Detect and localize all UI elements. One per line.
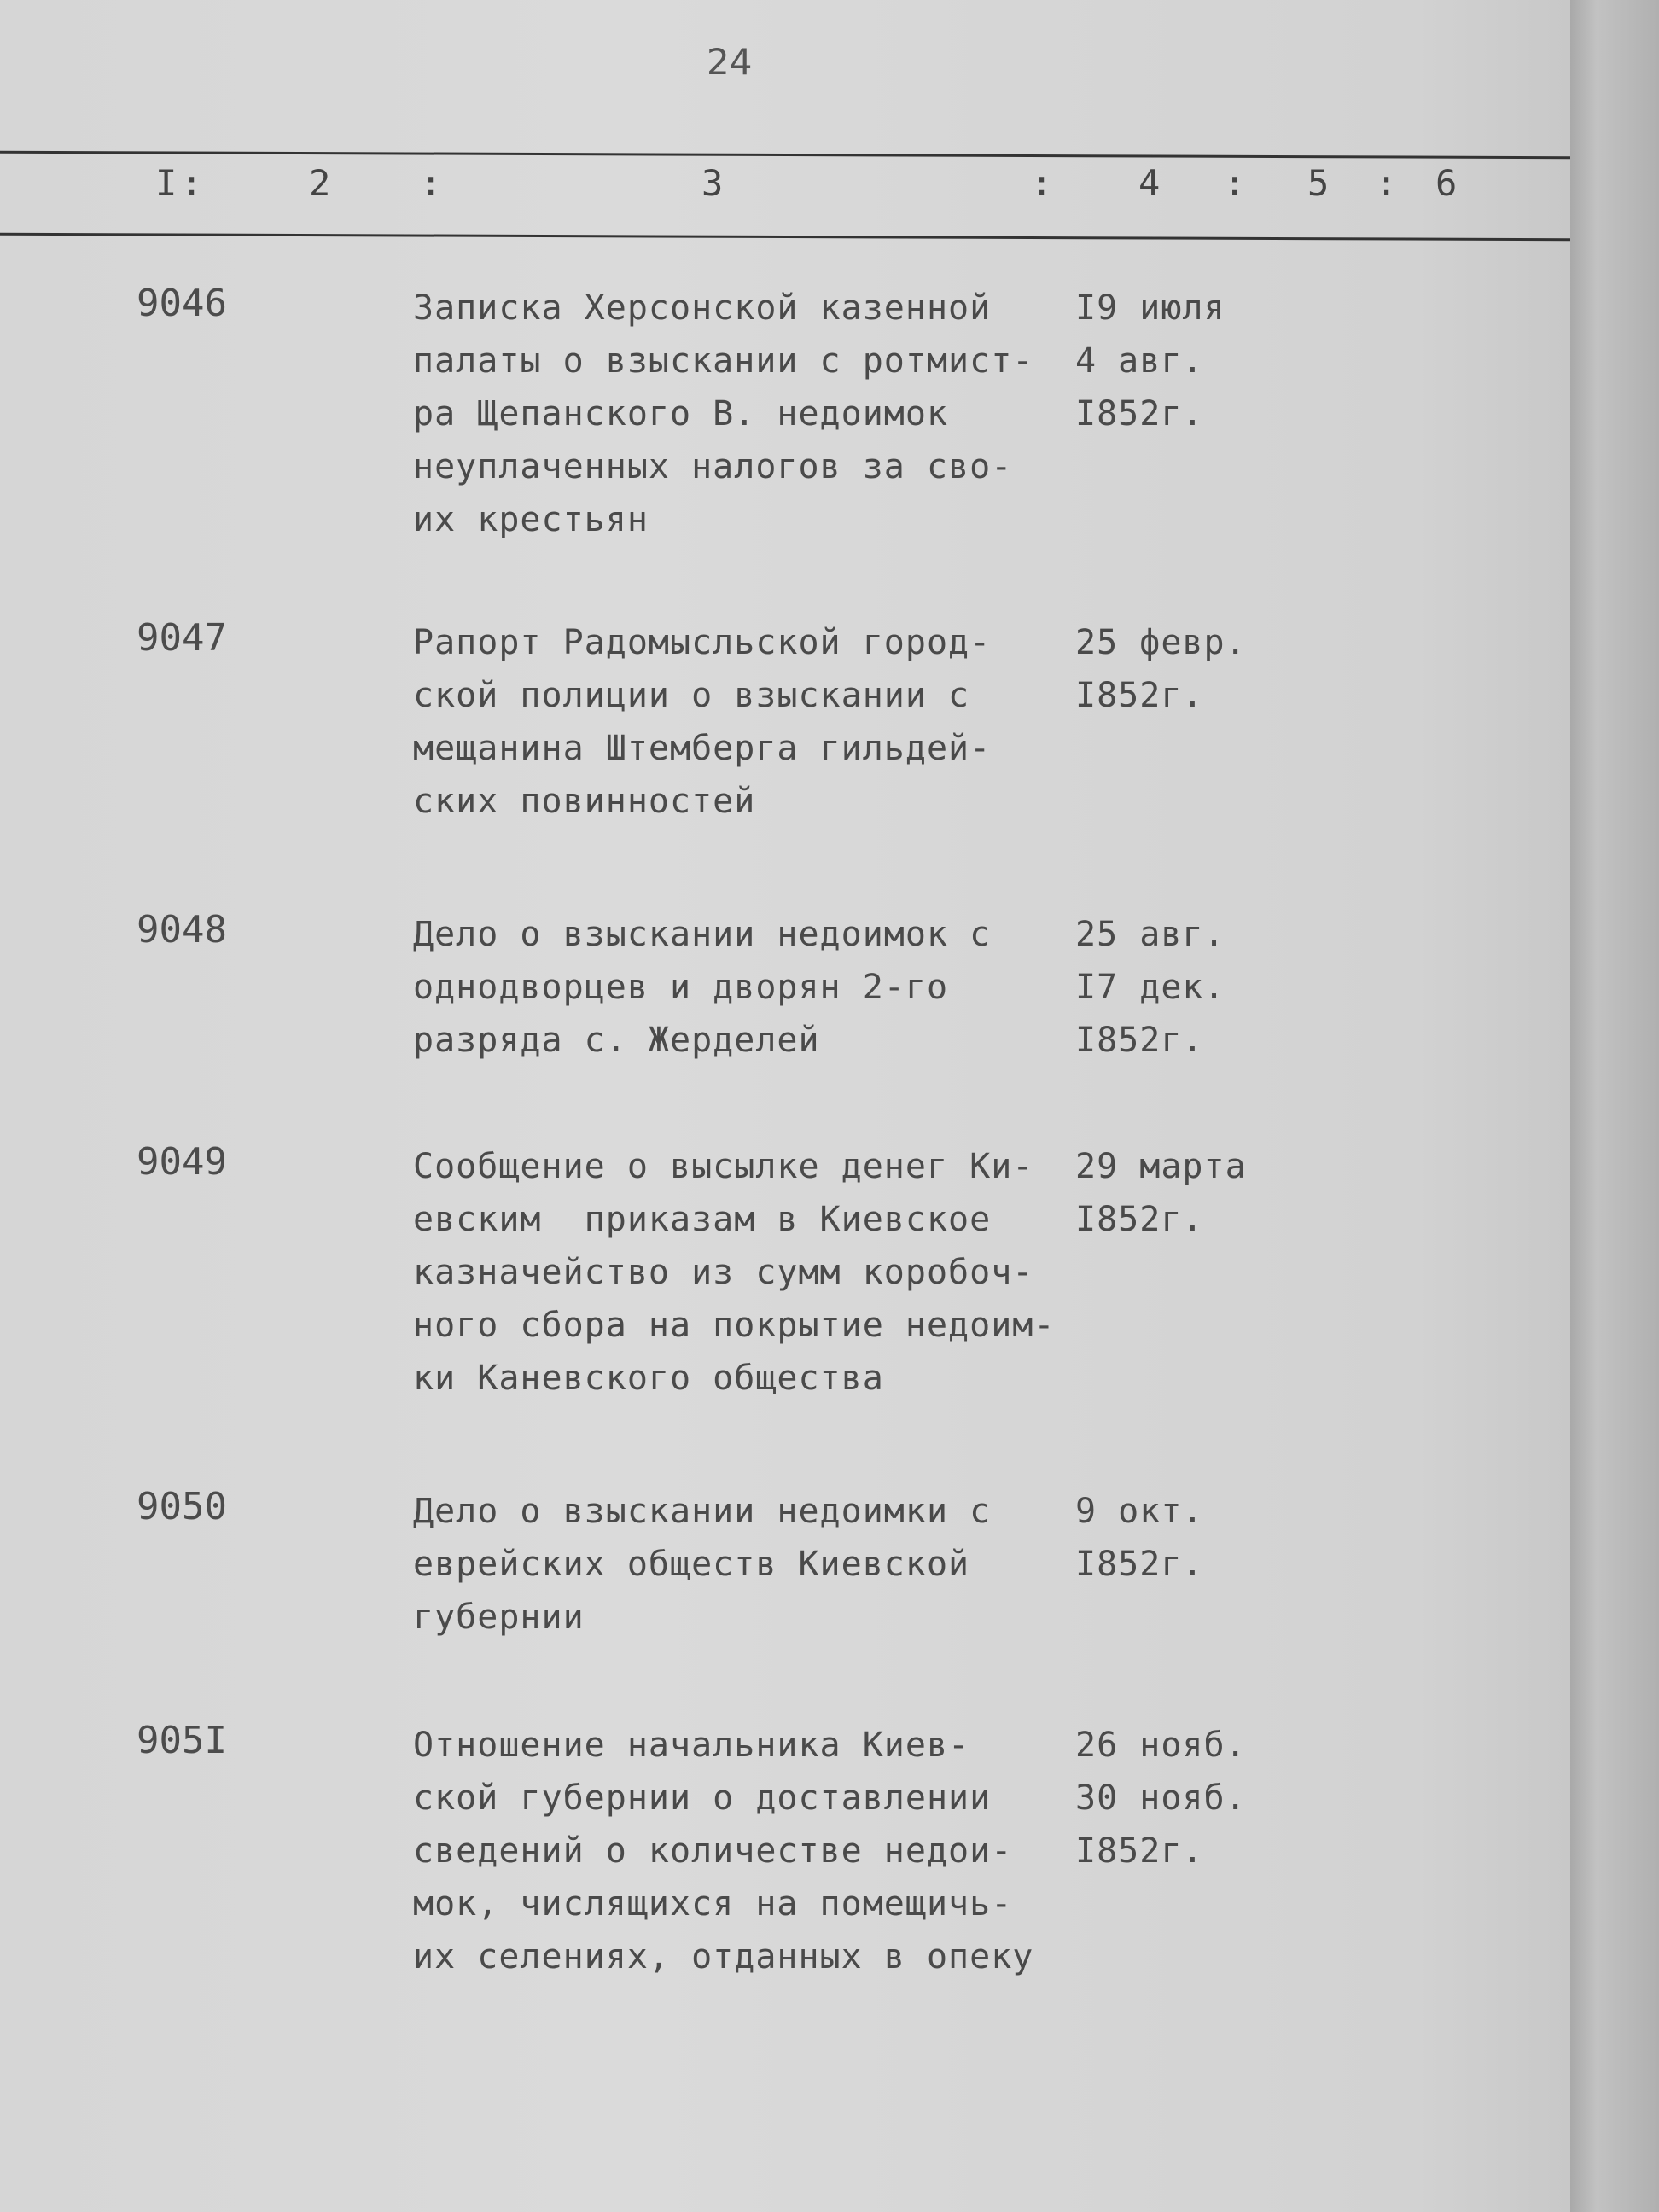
column-separator: :: [420, 162, 442, 204]
entry-description: [413, 1140, 1079, 1405]
entry-number: 9048: [137, 908, 227, 952]
description-line: ской губернии о доставлении: [413, 1778, 992, 1818]
entry-dates: [1075, 1485, 1297, 1591]
entry-number: 905I: [137, 1719, 227, 1762]
description-line: неуплаченных налогов за сво-: [413, 447, 1013, 486]
description-line: Дело о взыскании недоимок с: [413, 915, 992, 954]
date-line: 25 авг.: [1075, 915, 1225, 954]
entry-description: [413, 616, 1079, 828]
description-line: еврейских обществ Киевской: [413, 1545, 970, 1584]
column-separator: :: [181, 162, 203, 204]
column-header-4: 4: [1138, 162, 1161, 204]
date-line: I852г.: [1075, 394, 1204, 434]
column-separator: :: [1224, 162, 1246, 204]
description-line: мещанина Штемберга гильдей-: [413, 729, 992, 768]
description-line: палаты о взыскании с ротмист-: [413, 341, 1034, 381]
description-line: губернии: [413, 1598, 585, 1637]
entry-dates: [1075, 1140, 1297, 1246]
description-line: их селениях, отданных в опеку: [413, 1937, 1034, 1976]
entry-dates: [1075, 282, 1297, 440]
description-line: разряда с. Жерделей: [413, 1021, 820, 1060]
date-line: I852г.: [1075, 676, 1204, 715]
column-header-5: 5: [1307, 162, 1330, 204]
date-line: 30 нояб.: [1075, 1778, 1247, 1818]
description-line: Отношение начальника Киев-: [413, 1726, 970, 1765]
entry-number: 9046: [137, 282, 227, 325]
date-line: 26 нояб.: [1075, 1726, 1247, 1765]
entry-description: [413, 908, 1079, 1067]
description-line: мок, числящихся на помещичь-: [413, 1884, 1013, 1924]
column-header-6: 6: [1435, 162, 1458, 204]
description-line: Дело о взыскании недоимки с: [413, 1492, 992, 1531]
entry-number: 9049: [137, 1140, 227, 1184]
date-line: I7 дек.: [1075, 968, 1225, 1007]
entry-description: [413, 282, 1079, 546]
date-line: I852г.: [1075, 1200, 1204, 1239]
description-line: их крестьян: [413, 500, 649, 539]
description-line: евским приказам в Киевское: [413, 1200, 992, 1239]
description-line: однодворцев и дворян 2-го: [413, 968, 949, 1007]
date-line: 4 авг.: [1075, 341, 1204, 381]
date-line: 9 окт.: [1075, 1492, 1204, 1531]
description-line: ра Щепанского В. недоимок: [413, 394, 949, 434]
description-line: ного сбора на покрытие недоим-: [413, 1306, 1056, 1345]
entry-number: 9050: [137, 1485, 227, 1528]
description-line: ки Каневского общества: [413, 1359, 884, 1398]
page-stack-edge: [1570, 0, 1659, 2212]
date-line: I9 июля: [1075, 288, 1225, 328]
entry-description: [413, 1485, 1079, 1644]
entry-description: [413, 1719, 1079, 1983]
date-line: I852г.: [1075, 1545, 1204, 1584]
column-separator: :: [1031, 162, 1053, 204]
description-line: казначейство из сумм коробоч-: [413, 1253, 1034, 1292]
description-line: ских повинностей: [413, 782, 756, 821]
date-line: 29 марта: [1075, 1147, 1247, 1186]
column-separator: :: [1376, 162, 1398, 204]
date-line: 25 февр.: [1075, 623, 1247, 662]
description-line: сведений о количестве недои-: [413, 1831, 1013, 1871]
entry-dates: [1075, 908, 1297, 1067]
description-line: ской полиции о взыскании с: [413, 676, 970, 715]
description-line: Сообщение о высылке денег Ки-: [413, 1147, 1034, 1186]
date-line: I852г.: [1075, 1021, 1204, 1060]
page-number: 24: [707, 41, 753, 83]
description-line: Записка Херсонской казенной: [413, 288, 992, 328]
column-header-2: 2: [309, 162, 331, 204]
entry-dates: [1075, 616, 1297, 722]
column-header-3: 3: [701, 162, 724, 204]
column-header-1: I: [155, 162, 178, 204]
date-line: I852г.: [1075, 1831, 1204, 1871]
entry-dates: [1075, 1719, 1297, 1877]
description-line: Рапорт Радомысльской город-: [413, 623, 992, 662]
entry-number: 9047: [137, 616, 227, 660]
